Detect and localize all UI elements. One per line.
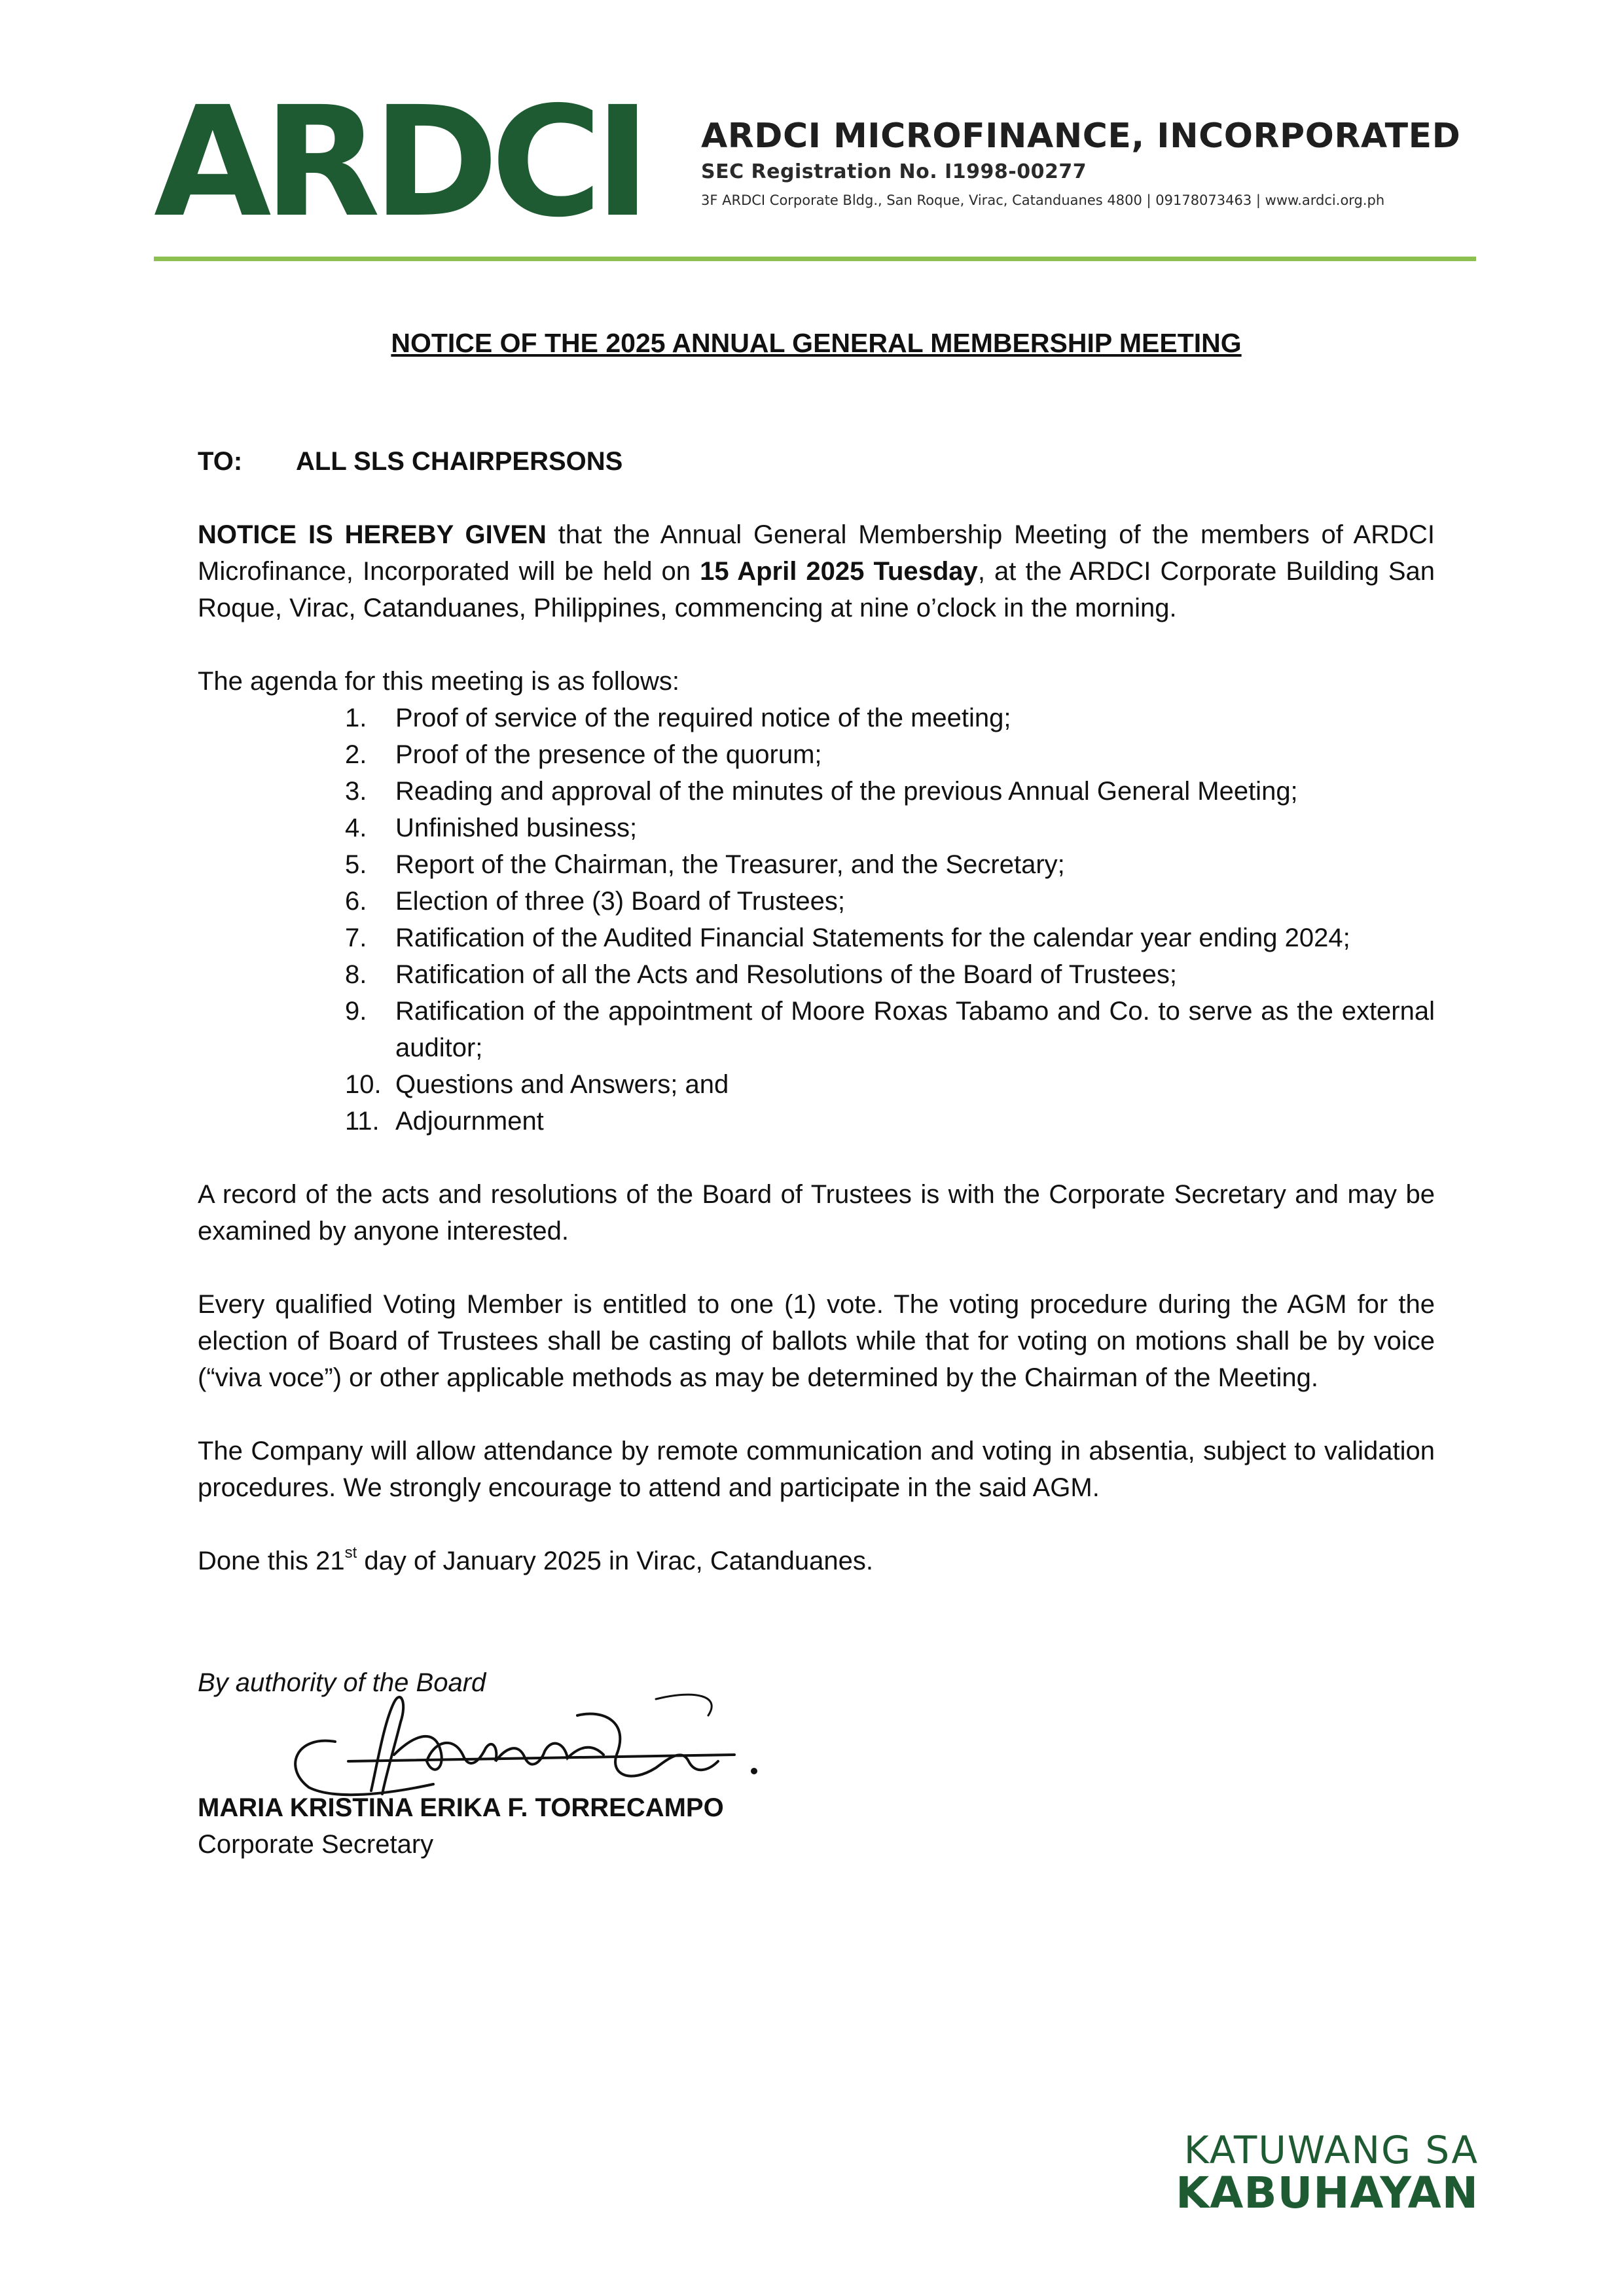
agenda-number: 7. — [345, 924, 367, 952]
agenda-number: 9. — [345, 997, 367, 1026]
agenda-number: 1. — [345, 704, 367, 732]
to-label: TO: — [198, 447, 243, 476]
signer-title: Corporate Secretary — [198, 1830, 434, 1859]
sec-registration: SEC Registration No. I1998-00277 — [701, 160, 1087, 184]
intro-text-2: , at the ARDCI Corporate Building San Roque, Virac, Catanduanes, Philippines, commencing at nine o’clock in the morning. — [198, 557, 1435, 622]
company-address: 3F ARDCI Corporate Bldg., San Roque, Virac, Catanduanes 4800 | 09178073463 | www.ardci.org.ph — [701, 192, 1385, 209]
agenda-item — [345, 700, 1435, 736]
recipient-line — [198, 443, 1435, 480]
signer-name: MARIA KRISTINA ERIKA F. TORRECAMPO — [198, 1793, 724, 1822]
company-name: ARDCI MICROFINANCE, INCORPORATED — [701, 117, 1461, 156]
agenda-item — [345, 810, 1435, 846]
agenda-text: Proof of the presence of the quorum; — [395, 740, 822, 769]
agenda-number: 11. — [345, 1107, 380, 1136]
done-superscript: st — [344, 1543, 357, 1562]
handwritten-signature — [237, 1663, 774, 1807]
agenda-number: 10. — [345, 1070, 382, 1099]
authority-line: By authority of the Board — [198, 1668, 486, 1697]
agenda-intro: The agenda for this meeting is as follows: — [198, 667, 679, 696]
agenda-number: 5. — [345, 850, 367, 879]
tagline-line-1: KATUWANG SA — [1183, 2128, 1479, 2172]
voting-paragraph: Every qualified Voting Member is entitled to one (1) vote. The voting procedure during the AGM for the election of Board of Trustees shall be casting of ballots while that for voting on motions shall be by voice (“viva voce”) or other applicable methods as may be determined by the Chairman of the Meeting. — [198, 1290, 1435, 1392]
done-date-line — [198, 1543, 1435, 1579]
to-value: ALL SLS CHAIRPERSONS — [296, 447, 623, 476]
agenda-text: Election of three (3) Board of Trustees; — [395, 887, 846, 916]
agenda-text: Proof of service of the required notice of the meeting; — [395, 704, 1011, 732]
agenda-list — [198, 700, 1435, 1139]
agenda-item — [345, 956, 1435, 993]
agenda-item — [345, 883, 1435, 920]
agenda-text: Report of the Chairman, the Treasurer, and the Secretary; — [395, 850, 1065, 879]
intro-text-1: that the Annual General Membership Meeting of the members of ARDCI Microfinance, Incorporated will be held on — [198, 520, 1435, 586]
meeting-date: 15 April 2025 Tuesday — [700, 557, 978, 586]
agenda-item — [345, 1066, 1435, 1103]
agenda-item — [345, 736, 1435, 773]
agenda-number: 6. — [345, 887, 367, 916]
agenda-text: Reading and approval of the minutes of the previous Annual General Meeting; — [395, 777, 1298, 806]
letterhead — [154, 74, 1476, 268]
agenda-item — [345, 846, 1435, 883]
agenda-text: Unfinished business; — [395, 814, 638, 842]
signature-area — [198, 1701, 1435, 1789]
company-info — [701, 118, 1487, 208]
tagline-line-2: KABUHAYAN — [1176, 2167, 1479, 2218]
agenda-item — [345, 993, 1435, 1066]
notice-body — [198, 325, 1435, 1863]
notice-title: NOTICE OF THE 2025 ANNUAL GENERAL MEMBERSHIP MEETING — [391, 328, 1242, 358]
intro-paragraph — [198, 516, 1435, 626]
agenda-text: Questions and Answers; and — [395, 1070, 729, 1099]
intro-bold: NOTICE IS HEREBY GIVEN — [198, 520, 547, 549]
records-paragraph: A record of the acts and resolutions of the Board of Trustees is with the Corporate Secretary and may be examined by anyone interested. — [198, 1180, 1435, 1246]
agenda-item — [345, 1103, 1435, 1139]
header-divider — [154, 257, 1476, 261]
agenda-number: 3. — [345, 777, 367, 806]
agenda-item — [345, 773, 1435, 810]
agenda-number: 8. — [345, 960, 367, 989]
agenda-text: Ratification of the Audited Financial Statements for the calendar year ending 2024; — [395, 924, 1350, 952]
agenda-number: 2. — [345, 740, 367, 769]
agenda-item — [345, 920, 1435, 956]
done-suffix: day of January 2025 in Virac, Catanduanes. — [357, 1547, 873, 1575]
footer-tagline — [1176, 2128, 1479, 2218]
agenda-text: Ratification of all the Acts and Resolutions of the Board of Trustees; — [395, 960, 1178, 989]
done-prefix: Done this 21 — [198, 1547, 345, 1575]
agenda-text: Ratification of the appointment of Moore Roxas Tabamo and Co. to serve as the external auditor; — [395, 997, 1435, 1062]
agenda-number: 4. — [345, 814, 367, 842]
remote-attendance-paragraph: The Company will allow attendance by remote communication and voting in absentia, subject to validation procedures. We strongly encourage to attend and participate in the said AGM. — [198, 1437, 1435, 1502]
ardci-logo: ARDCI — [154, 74, 643, 251]
agenda-text: Adjournment — [395, 1107, 544, 1136]
